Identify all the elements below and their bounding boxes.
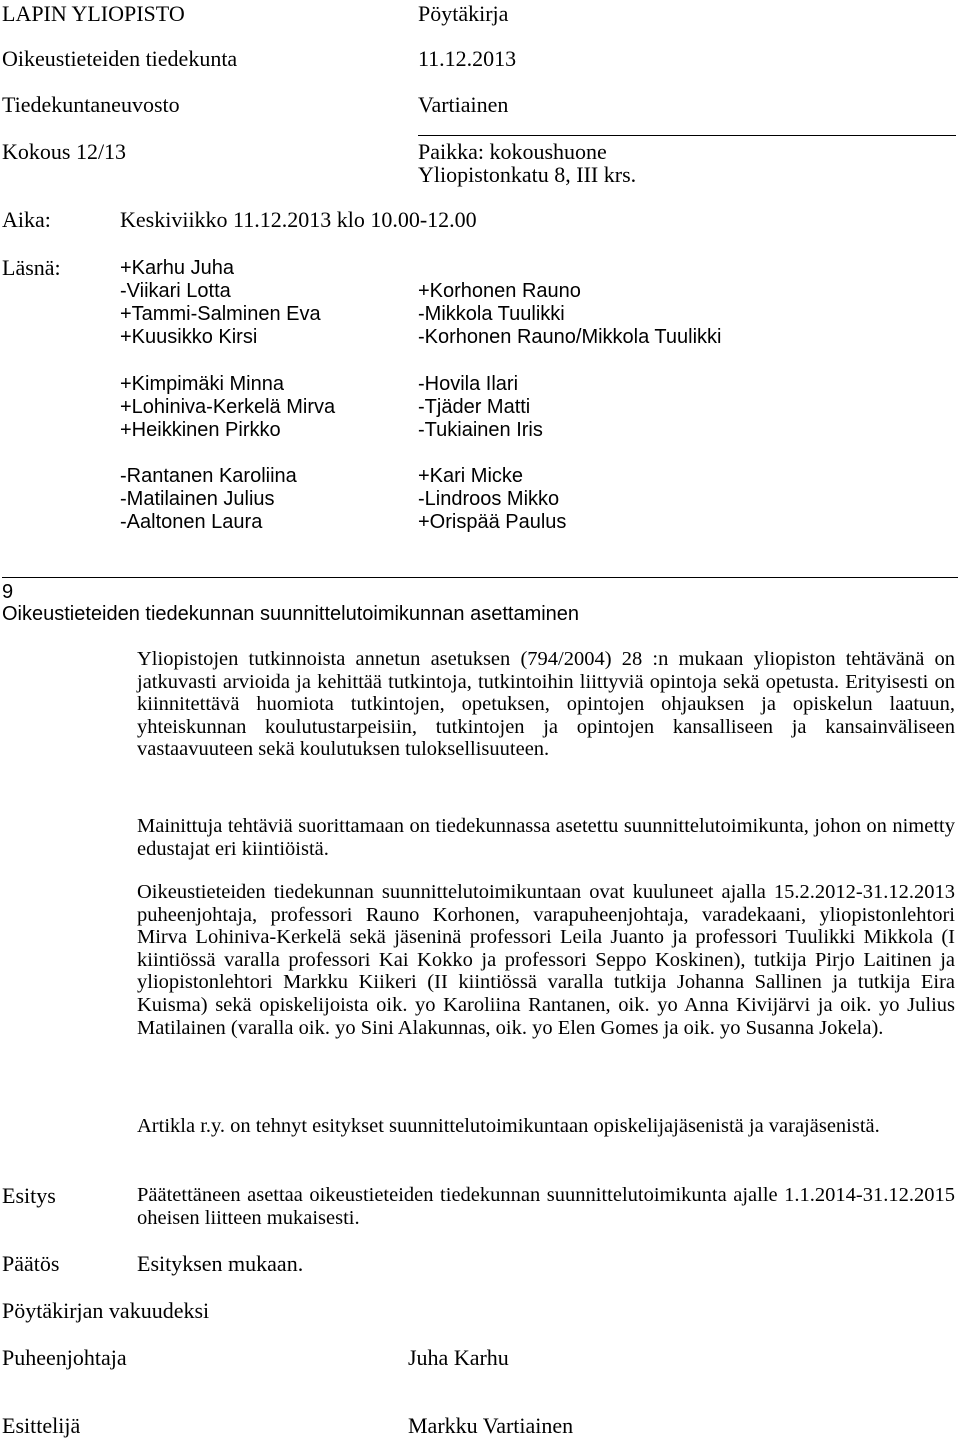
- chair-name: Juha Karhu: [408, 1345, 509, 1370]
- attendee-left: +Tammi-Salminen Eva: [120, 303, 321, 325]
- proposal-label: Esitys: [2, 1183, 56, 1208]
- signature-heading: Pöytäkirjan vakuudeksi: [2, 1298, 210, 1323]
- body-paragraph-1: Yliopistojen tutkinnoista annetun asetuksen (794/2004) 28 :n mukaan yliopiston tehtävänä on jatkuvasti arvioida ja kehittää tutkintoja, tutkintoihin liittyviä opintoja sekä opetusta. Erityisesti on kiinnitettävä huomiota tutkintojen, opetuksen, opintojen ohjauksen ja opiskelun laatuun, yhteiskunnan koulutustarpeisiin, tutkintojen ja opintojen kansalliseen ja kansainväliseen vastaavuuteen sekä koulutuksen tuloksellisuuteen.: [137, 648, 955, 761]
- attendee-left: -Viikari Lotta: [120, 280, 231, 302]
- secretary-name: Vartiainen: [418, 92, 509, 117]
- decision-text: Esityksen mukaan.: [137, 1251, 304, 1276]
- attendee-right: -Korhonen Rauno/Mikkola Tuulikki: [418, 326, 722, 348]
- attendee-left: +Kuusikko Kirsi: [120, 326, 258, 348]
- present-label: Läsnä:: [2, 255, 61, 280]
- body-paragraph-2: Mainittuja tehtäviä suorittamaan on tiedekunnassa asetettu suunnittelutoimikunta, johon on nimetty edustajat eri kiintiöistä.: [137, 815, 955, 860]
- attendee-right: -Mikkola Tuulikki: [418, 303, 565, 325]
- proposal-text: Päätettäneen asettaa oikeustieteiden tiedekunnan suunnittelutoimikunta ajalle 1.1.2014-31.12.2015 oheisen liitteen mukaisesti.: [137, 1184, 955, 1229]
- attendee-right: +Korhonen Rauno: [418, 280, 581, 302]
- attendee-right: +Kari Micke: [418, 465, 524, 487]
- meeting-address: Yliopistonkatu 8, III krs.: [418, 162, 637, 187]
- attendee-left: -Rantanen Karoliina: [120, 465, 297, 487]
- meeting-date: 11.12.2013: [418, 46, 517, 71]
- decision-label: Päätös: [2, 1251, 60, 1276]
- attendee-left: +Kimpimäki Minna: [120, 373, 284, 395]
- section-divider: [2, 577, 958, 578]
- section-number: 9: [2, 581, 14, 603]
- header-divider: [418, 135, 956, 136]
- attendee-left: -Aaltonen Laura: [120, 511, 263, 533]
- attendee-right: -Lindroos Mikko: [418, 488, 560, 510]
- chair-label: Puheenjohtaja: [2, 1345, 127, 1370]
- time-label: Aika:: [2, 207, 51, 232]
- body-paragraph-3: Oikeustieteiden tiedekunnan suunnittelutoimikuntaan ovat kuuluneet ajalla 15.2.2012-31.12.2013 puheenjohtaja, professori Rauno Korhonen, varapuheenjohtaja, varadekaani, yliopistonlehtori Mirva Lohiniva-Kerkelä sekä jäseninä professori Leila Juanto ja professori Tuulikki Mikkola (I kiintiössä varalla professori Kai Kokko ja professori Seppo Koskinen), tutkija Pirjo Laitinen ja yliopistonlehtori Markku Kiikeri (II kiintiössä varalla tutkija Johanna Sallinen ja tutkija Eira Kuisma) sekä opiskelijoista oik. yo Karoliina Rantanen, oik. yo Anna Kivijärvi ja oik. yo Julius Matilainen (varalla oik. yo Sini Alakunnas, oik. yo Elen Gomes ja oik. yo Susanna Jokela).: [137, 881, 955, 1039]
- meeting-place: Paikka: kokoushuone: [418, 139, 607, 164]
- attendee-right: -Tukiainen Iris: [418, 419, 543, 441]
- attendee-left: +Lohiniva-Kerkelä Mirva: [120, 396, 336, 418]
- university-name: LAPIN YLIOPISTO: [2, 1, 185, 26]
- faculty-name: Oikeustieteiden tiedekunta: [2, 46, 238, 71]
- presenter-name: Markku Vartiainen: [408, 1413, 574, 1438]
- attendee-right: -Hovila Ilari: [418, 373, 519, 395]
- meeting-number: Kokous 12/13: [2, 139, 127, 164]
- document-type: Pöytäkirja: [418, 1, 509, 26]
- attendee-right: -Tjäder Matti: [418, 396, 531, 418]
- time-value: Keskiviikko 11.12.2013 klo 10.00-12.00: [120, 207, 477, 232]
- attendee-left: +Heikkinen Pirkko: [120, 419, 281, 441]
- section-title: Oikeustieteiden tiedekunnan suunnittelutoimikunnan asettaminen: [2, 603, 580, 625]
- body-paragraph-4: Artikla r.y. on tehnyt esitykset suunnittelutoimikuntaan opiskelijajäsenistä ja varajäsenistä.: [137, 1115, 880, 1137]
- attendee-left: -Matilainen Julius: [120, 488, 275, 510]
- attendee-right: +Orispää Paulus: [418, 511, 567, 533]
- presenter-label: Esittelijä: [2, 1413, 81, 1438]
- council-name: Tiedekuntaneuvosto: [2, 92, 180, 117]
- attendee-left: +Karhu Juha: [120, 257, 234, 279]
